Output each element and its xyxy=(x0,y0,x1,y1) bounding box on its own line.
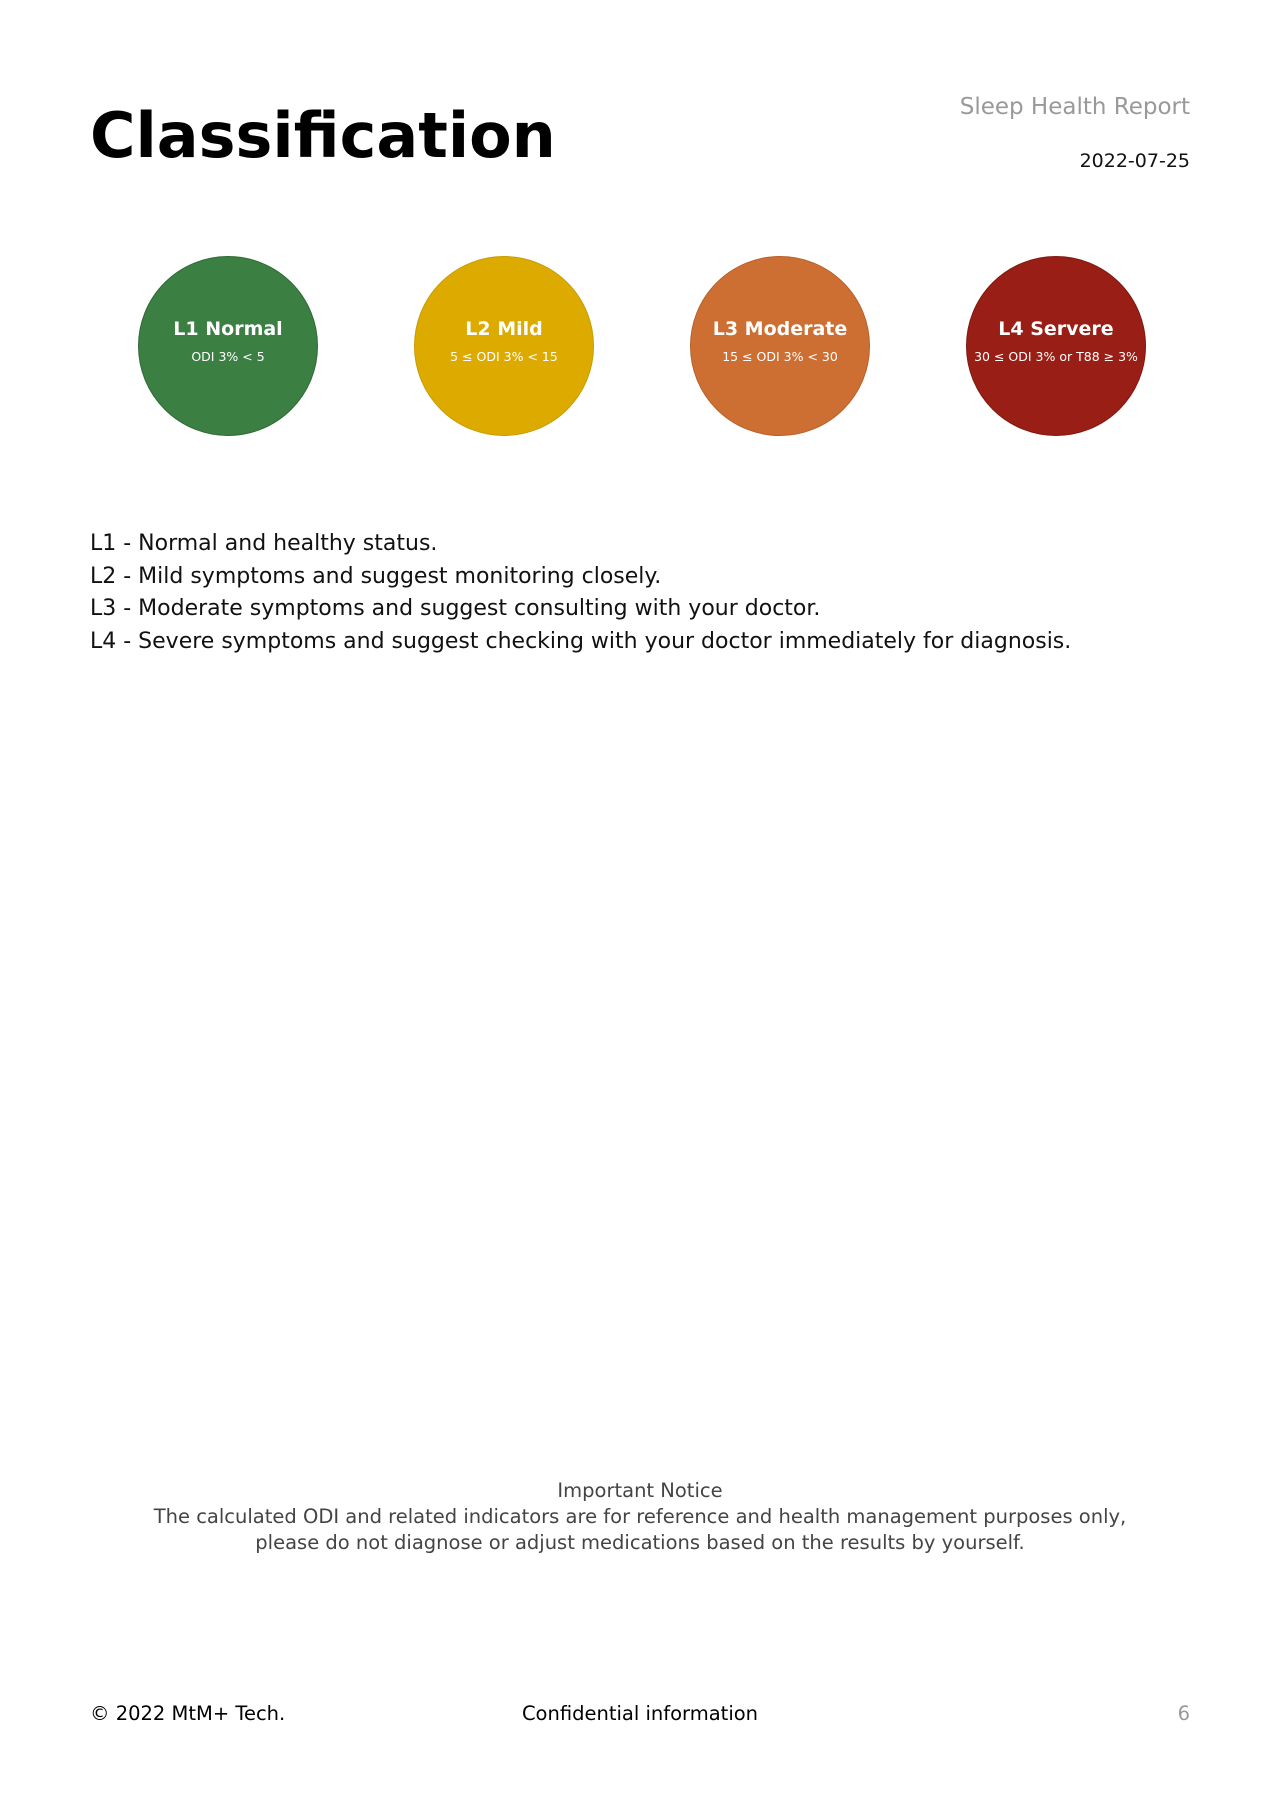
report-name: Sleep Health Report xyxy=(959,94,1190,120)
classification-levels xyxy=(0,256,1280,436)
page-title: Classification xyxy=(90,99,556,172)
level-name: L4 Servere xyxy=(998,318,1114,340)
level-descriptions xyxy=(90,528,1190,658)
level-name: L3 Moderate xyxy=(712,318,848,340)
level-range: 5 ≤ ODI 3% < 15 xyxy=(450,349,558,364)
confidential-label: Confidential information xyxy=(521,1702,759,1725)
level-name: L2 Mild xyxy=(465,318,543,340)
description-l2: L2 - Mild symptoms and suggest monitoring closely. xyxy=(90,563,662,589)
level-name: L1 Normal xyxy=(173,318,283,340)
level-range: 15 ≤ ODI 3% < 30 xyxy=(722,349,838,364)
level-range: 30 ≤ ODI 3% or T88 ≥ 3% xyxy=(974,349,1138,364)
level-circle-l3 xyxy=(690,256,870,436)
level-range: ODI 3% < 5 xyxy=(191,349,265,364)
notice-line: The calculated ODI and related indicators are for reference and health management purposes only, xyxy=(153,1505,1127,1528)
description-l4: L4 - Severe symptoms and suggest checking with your doctor immediately for diagnosis. xyxy=(90,628,1072,654)
notice-line: please do not diagnose or adjust medications based on the results by yourself. xyxy=(255,1531,1025,1554)
level-circle-l4 xyxy=(966,256,1146,436)
level-circle-l1 xyxy=(138,256,318,436)
page-number: 6 xyxy=(1177,1702,1190,1725)
report-date: 2022-07-25 xyxy=(1079,150,1190,172)
important-notice xyxy=(90,1478,1190,1556)
notice-title: Important Notice xyxy=(557,1479,723,1502)
page-footer xyxy=(90,1700,1190,1728)
level-circle-l2 xyxy=(414,256,594,436)
copyright: © 2022 MtM+ Tech. xyxy=(90,1702,286,1725)
description-l1: L1 - Normal and healthy status. xyxy=(90,531,438,556)
description-l3: L3 - Moderate symptoms and suggest consulting with your doctor. xyxy=(90,596,821,621)
